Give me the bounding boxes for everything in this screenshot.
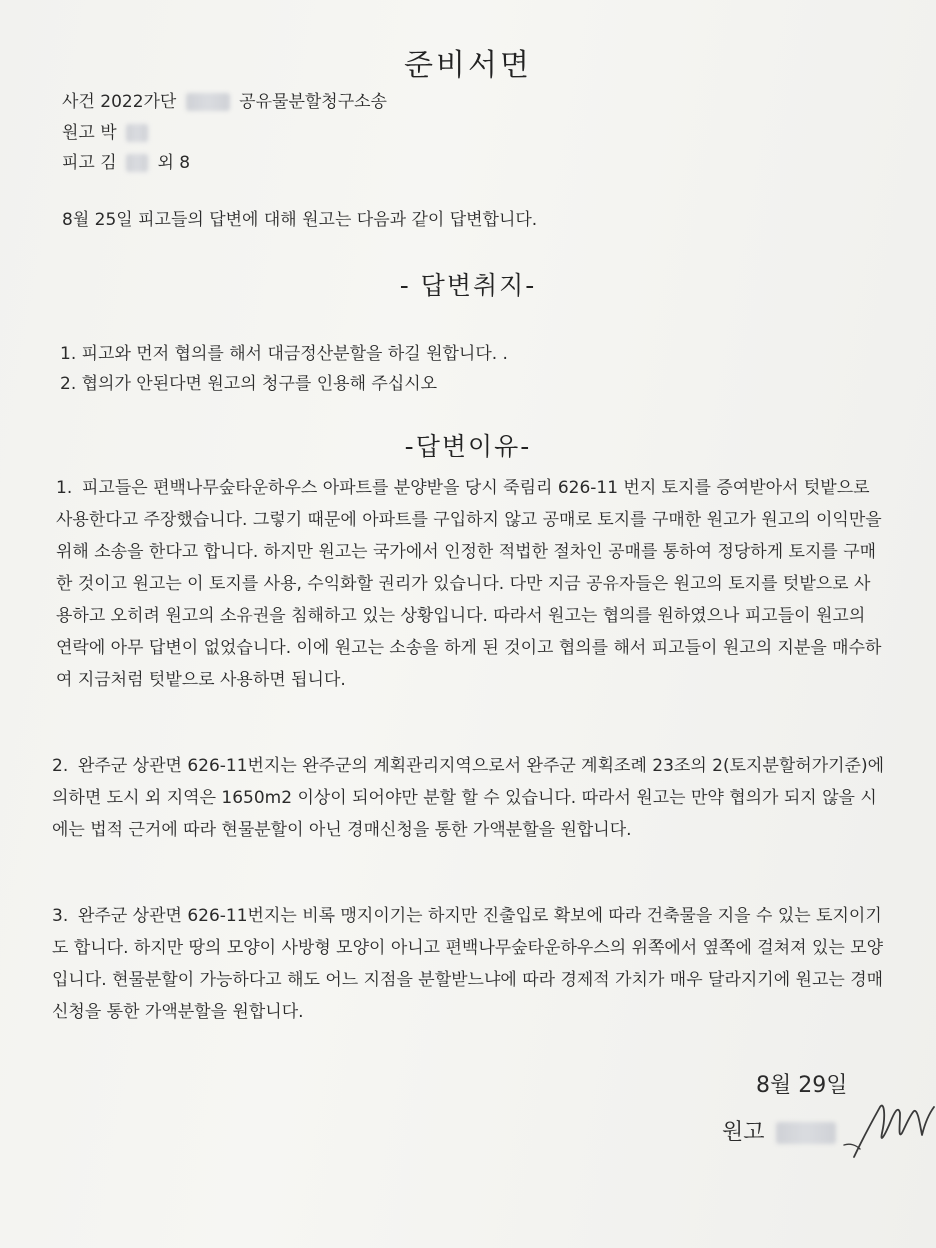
signer-line [722,1115,840,1146]
reason-number: 2. [52,756,69,776]
reason-text: 완주군 상관면 626-11번지는 비록 맹지이기는 하지만 진출입로 확보에 따라 건축물을 지을 수 있는 토지이기도 합니다. 하지만 땅의 모양이 사방형 모양이 아니고 편백나무숲타운하우스의 위쪽에서 옆쪽에 걸쳐져 있는 모양입니다. 현물분할이 가능하다고 해도 어느 지점을 분할받느냐에 따라 경제적 가치가 매우 달라지기에 원고는 경매신청을 통한 가액분할을 원합니다. [52,906,884,1022]
redacted-defendant-name [126,154,148,172]
reason-number: 3. [52,906,69,926]
purpose-item-1: 1. 피고와 먼저 협의를 해서 대금정산분할을 하길 원합니다. . [60,344,508,364]
section-reason-title: -답변이유- [404,432,532,461]
case-line [62,90,387,114]
defendant-line [62,151,190,175]
reason-paragraph-1 [56,472,886,696]
reason-paragraph-3 [52,900,886,1028]
reason-paragraph-2 [52,750,886,846]
intro-text: 8월 25일 피고들의 답변에 대해 원고는 다음과 같이 답변합니다. [62,210,538,230]
defendant-suffix: 외 8 [157,153,191,173]
redacted-plaintiff-name [126,124,148,142]
section-purpose-title: - 답변취지- [399,271,537,300]
reason-text: 피고들은 편백나무숲타운하우스 아파트를 분양받을 당시 죽림리 626-11 번지 토지를 증여받아서 텃밭으로 사용한다고 주장했습니다. 그렇기 때문에 아파트를 구입하지 않고 공매로 토지를 구매한 원고가 원고의 이익만을 위해 소송을 한다고 합니다. 하지만 원고는 국가에서 인정한 적법한 절차인 공매를 통하여 정당하게 토지를 구매한 것이고 원고는 이 토지를 사용, 수익화할 권리가 있습니다. 다만 지금 공유자들은 원고의 토지를 텃밭으로 사용하고 오히려 원고의 소유권을 침해하고 있는 상황입니다. 따라서 원고는 협의를 원하였으나 피고들이 원고의 연락에 아무 답변이 없었습니다. 이에 원고는 소송을 하게 된 것이고 협의를 해서 피고들이 원고의 지분을 매수하여 지금처럼 텃밭으로 사용하면 됩니다. [56,478,882,690]
case-suffix: 공유물분할청구소송 [239,92,387,112]
signer-prefix: 원고 [722,1120,765,1145]
purpose-item-2: 2. 협의가 안된다면 원고의 청구를 인용해 주십시오 [60,374,438,394]
document-title: 준비서면 [404,48,532,83]
reason-number: 1. [56,478,73,498]
document-date: 8월 29일 [756,1073,848,1098]
reason-text: 완주군 상관면 626-11번지는 완주군의 계획관리지역으로서 완주군 계획조례 23조의 2(토지분할허가기준)에 의하면 도시 외 지역은 1650m2 이상이 되어야만 분할 할 수 있습니다. 따라서 원고는 만약 협의가 되지 않을 시에는 법적 근거에 따라 현물분할이 아닌 경매신청을 통한 가액분할을 원합니다. [52,756,885,840]
defendant-prefix: 피고 김 [62,153,117,173]
redacted-case-number [186,93,230,111]
case-prefix: 사건 2022가단 [62,92,177,112]
plaintiff-line [62,121,152,145]
plaintiff-prefix: 원고 박 [62,123,117,143]
handwritten-signature [840,1085,936,1165]
redacted-signer-name [776,1122,836,1144]
